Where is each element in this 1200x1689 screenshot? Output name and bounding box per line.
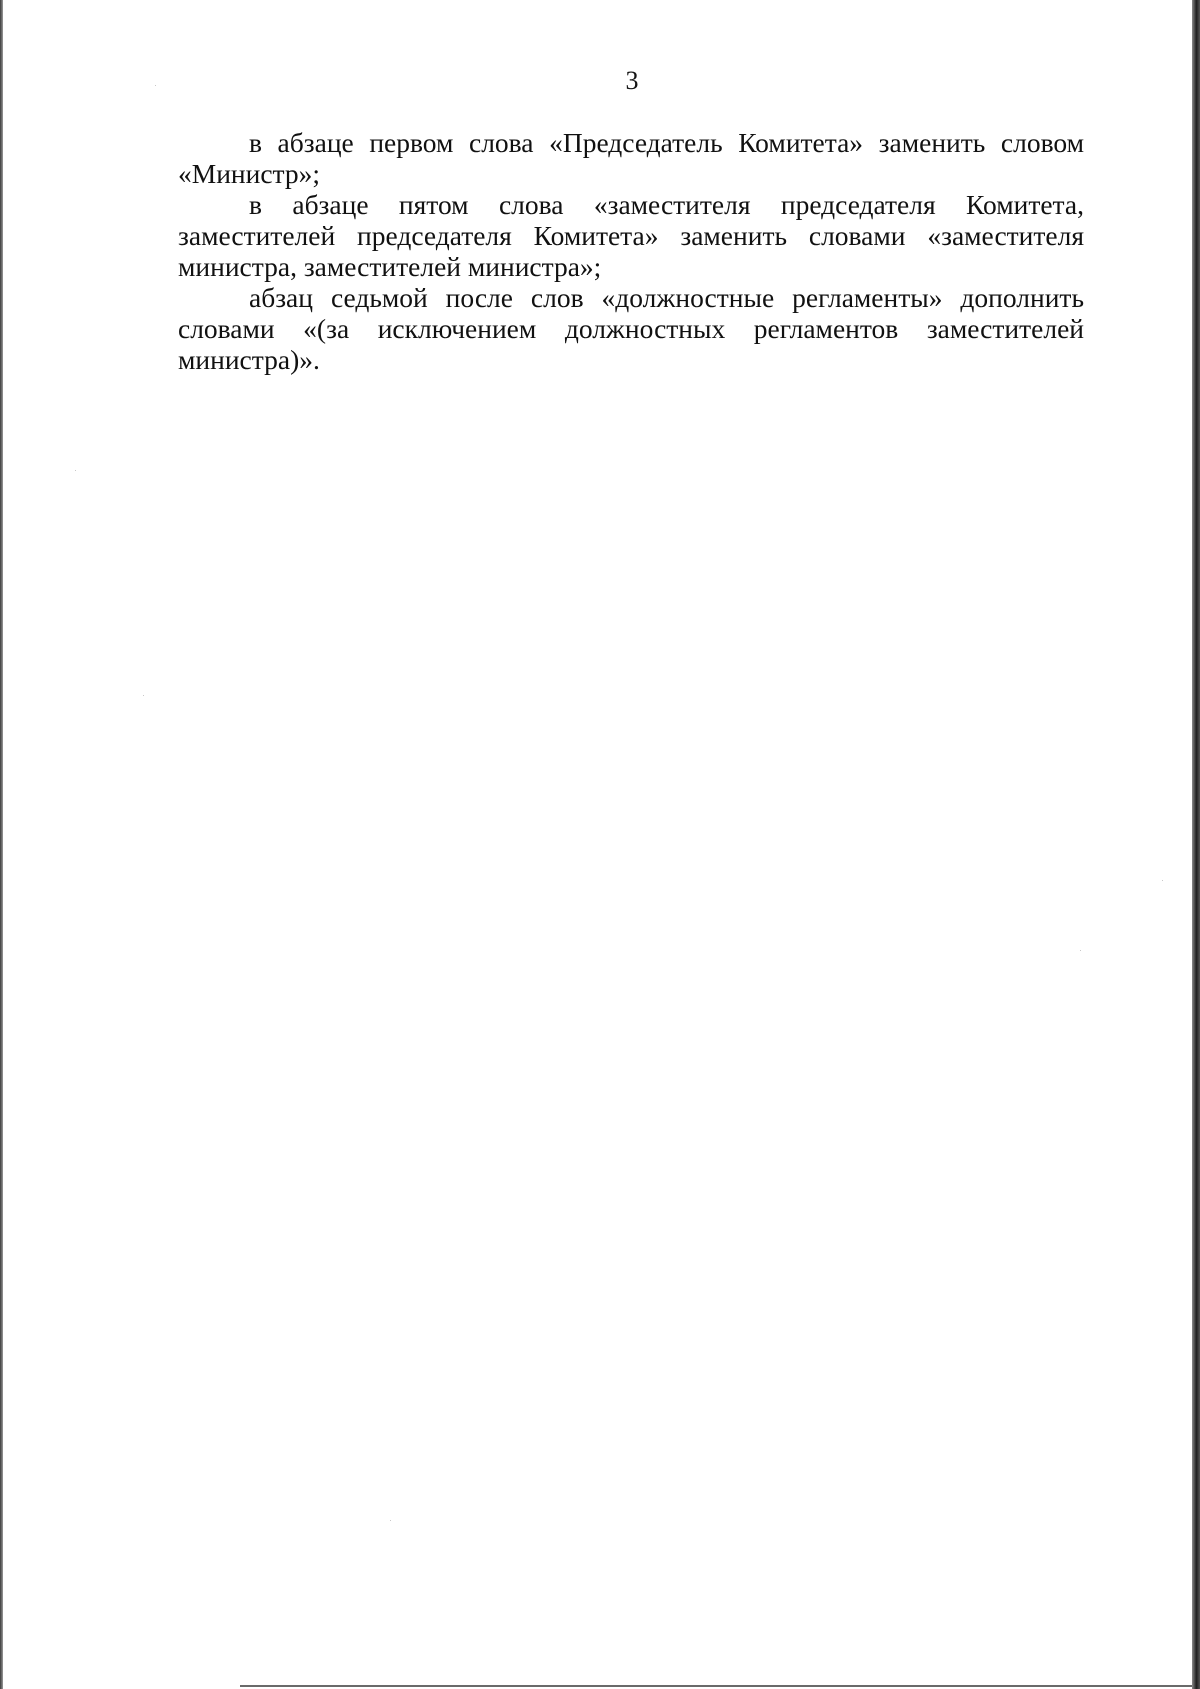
paragraph: в абзаце пятом слова «заместителя председателя Комитета, заместителей председателя Комитета» заменить словами «заместителя министра, заместителей министра»;: [178, 189, 1084, 282]
document-body: [178, 127, 1084, 375]
scan-speck: [143, 695, 144, 696]
scan-speck: [1162, 880, 1163, 881]
scan-edge-bottom: [240, 1685, 1192, 1687]
scan-speck: [1080, 950, 1081, 951]
page-number: 3: [625, 66, 639, 95]
scan-speck: [75, 470, 76, 471]
paragraph: абзац седьмой после слов «должностные регламенты» дополнить словами «(за исключением должностных регламентов заместителей министра)».: [178, 282, 1084, 375]
scan-speck: [390, 1520, 391, 1521]
paragraph: в абзаце первом слова «Председатель Комитета» заменить словом «Министр»;: [178, 127, 1084, 189]
scan-edge-right: [1192, 0, 1200, 1689]
scan-edge-left: [0, 0, 3, 1689]
